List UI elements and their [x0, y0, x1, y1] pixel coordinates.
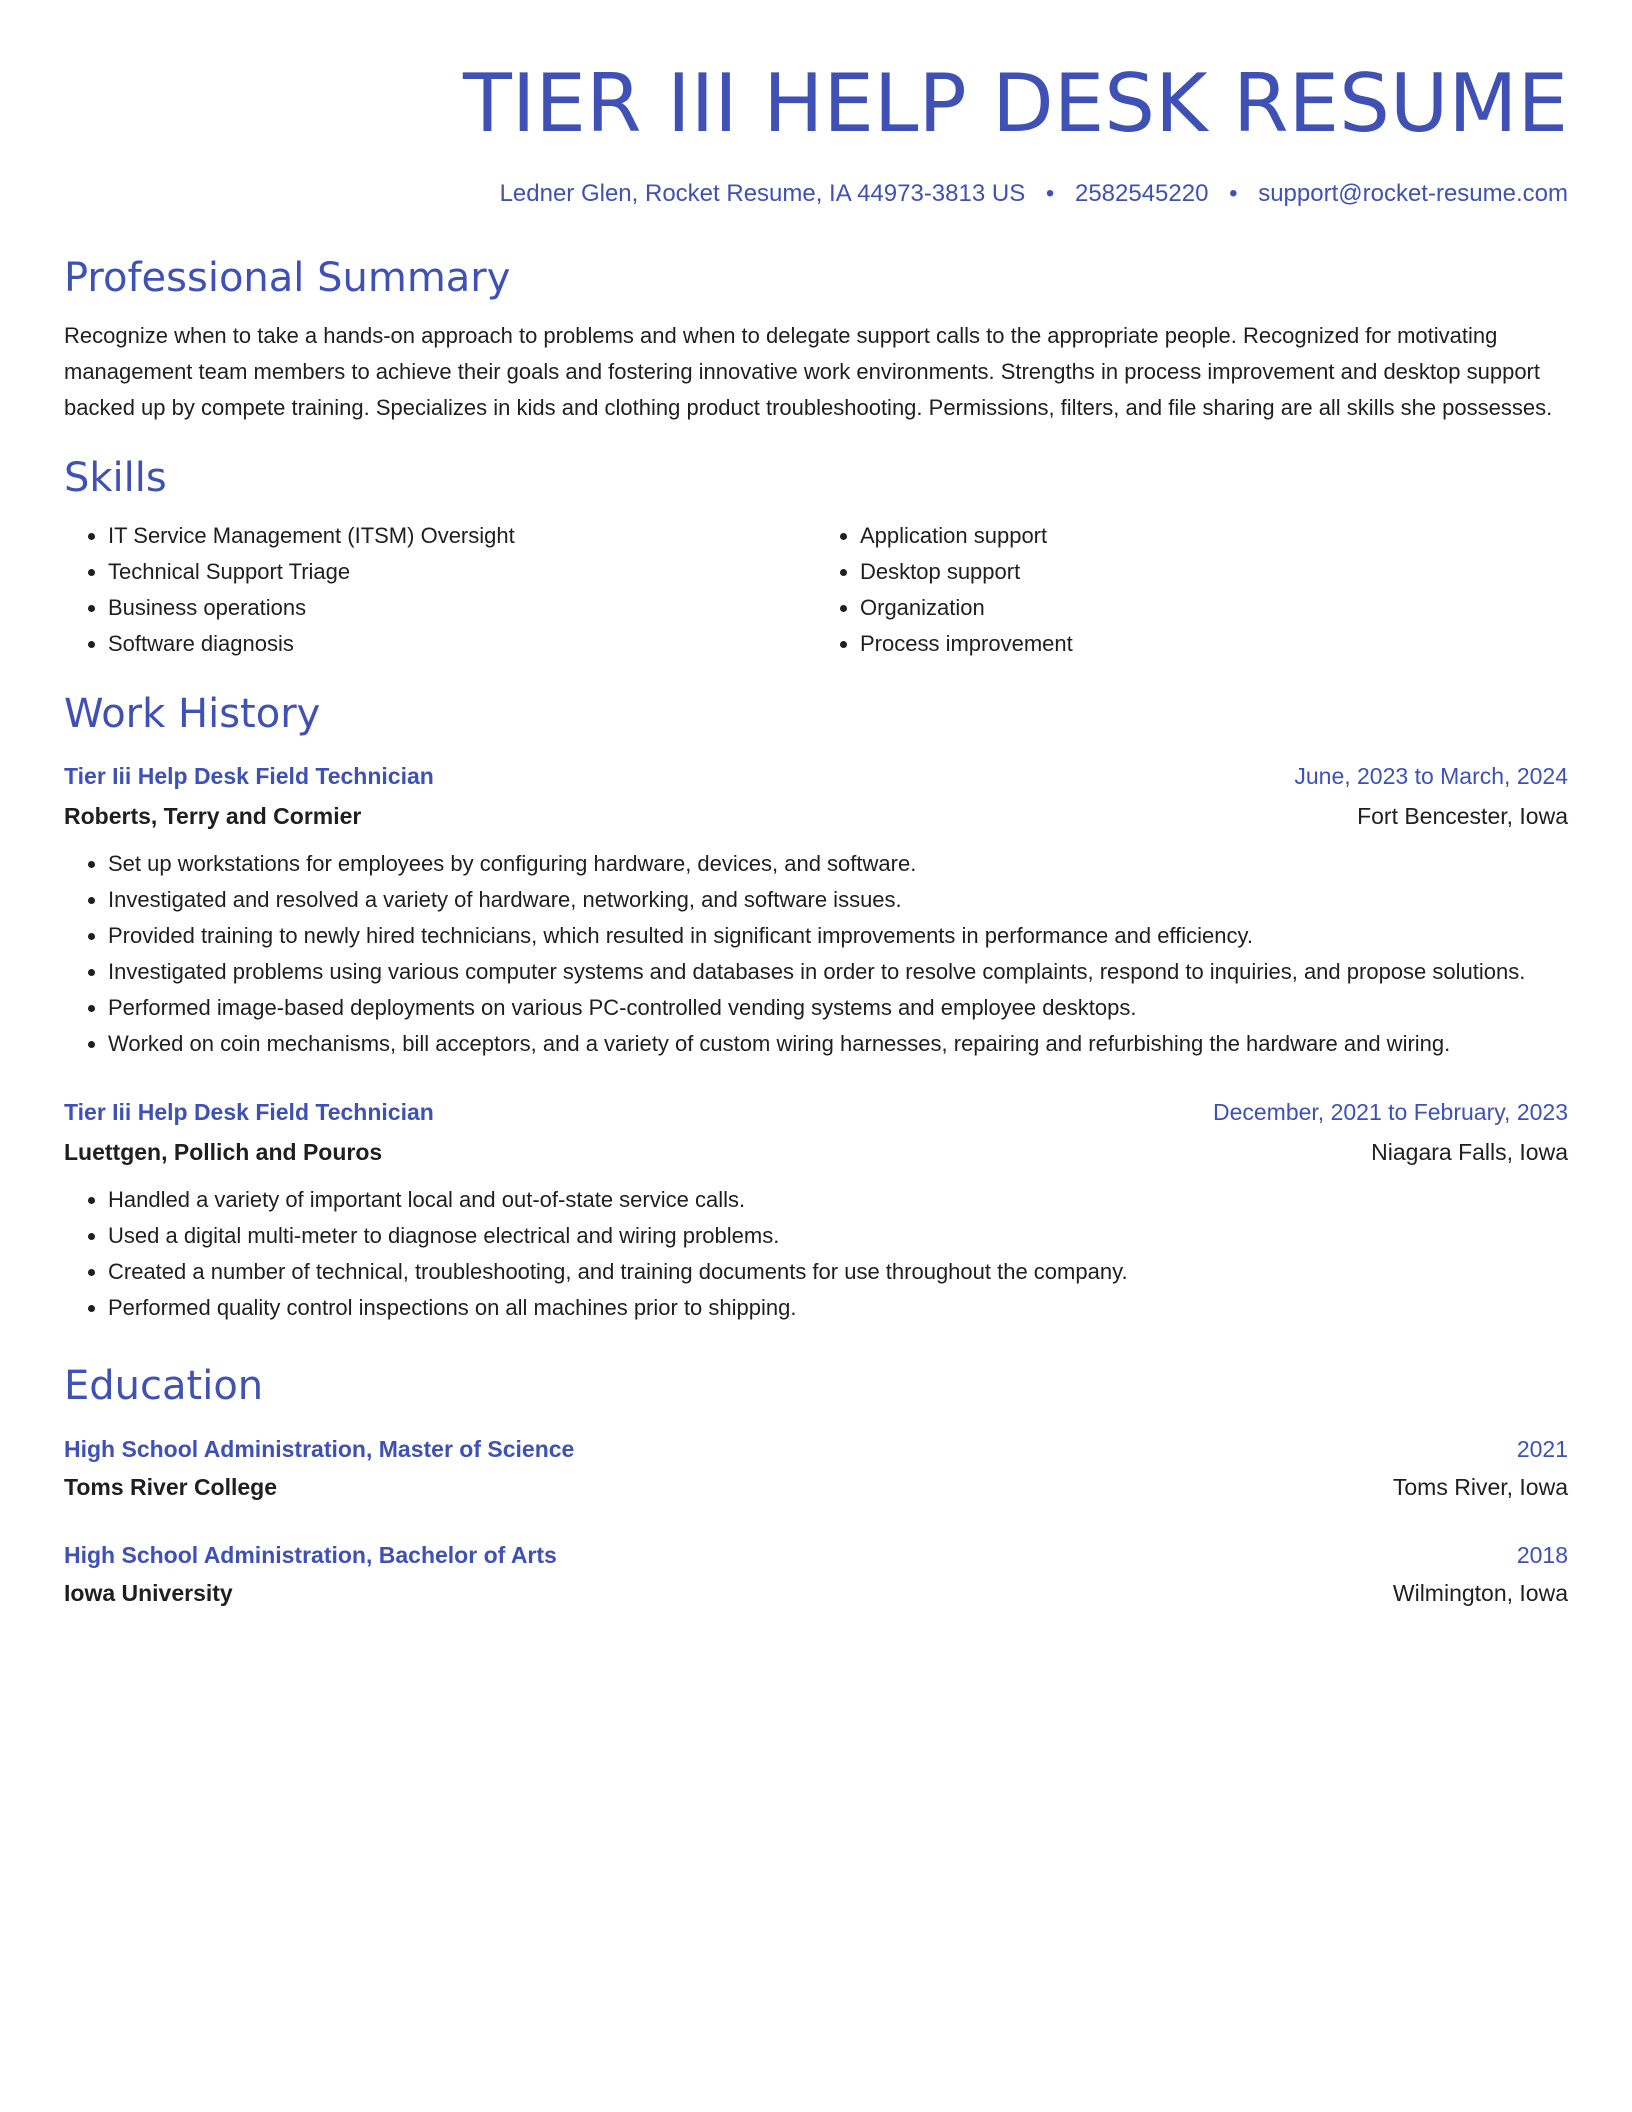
job-duty: • Handled a variety of important local and out-of-state service calls.: [108, 1182, 1568, 1218]
education-school-row: [64, 1574, 1568, 1612]
education-entry: [64, 1430, 1568, 1506]
work-history-heading: Work History: [64, 691, 321, 737]
skill-item: • Process improvement: [860, 626, 1568, 662]
contact-phone: 2582545220: [1074, 180, 1209, 207]
education-heading: Education: [64, 1363, 264, 1409]
job-duties: [64, 1182, 1568, 1326]
job-location: Fort Bencester, Iowa: [1357, 803, 1568, 829]
job-title: Tier Iii Help Desk Field Technician: [64, 763, 434, 789]
contact-separator: •: [1045, 180, 1055, 207]
education-location: Toms River, Iowa: [1392, 1474, 1568, 1500]
job-employer-row: [64, 796, 1568, 836]
skill-item: • Desktop support: [860, 554, 1568, 590]
job-duty: • Performed image-based deployments on various PC-controlled vending systems and employee desktops.: [108, 990, 1568, 1026]
education-degree: High School Administration, Master of Science: [64, 1436, 575, 1462]
skills-heading: Skills: [64, 455, 167, 501]
education-degree: High School Administration, Bachelor of Arts: [64, 1542, 557, 1568]
skill-item: • Software diagnosis: [108, 626, 816, 662]
job-entry: [64, 756, 1568, 1062]
contact-email: support@rocket-resume.com: [1258, 180, 1568, 207]
skills-column-right: [816, 518, 1568, 662]
summary-heading: Professional Summary: [64, 255, 511, 301]
job-duty: • Set up workstations for employees by configuring hardware, devices, and software.: [108, 846, 1568, 882]
education-degree-row: [64, 1430, 1568, 1468]
education-entry: [64, 1536, 1568, 1612]
job-location: Niagara Falls, Iowa: [1371, 1139, 1568, 1165]
job-duties: [64, 846, 1568, 1062]
summary-text: Recognize when to take a hands-on approach to problems and when to delegate support calls to the appropriate people. Recognized for motivating management team members to achieve their goals and fostering innovative work environments. Strengths in process improvement and desktop support backed up by compete training. Specializes in kids and clothing product troubleshooting. Permissions, filters, and file sharing are all skills she possesses.: [64, 323, 1553, 420]
skills-column-left: [64, 518, 816, 662]
job-title: Tier Iii Help Desk Field Technician: [64, 1099, 434, 1125]
job-duty: • Investigated problems using various computer systems and databases in order to resolve complaints, respond to inquiries, and propose solutions.: [108, 954, 1568, 990]
education-degree-row: [64, 1536, 1568, 1574]
job-duty: • Used a digital multi-meter to diagnose electrical and wiring problems.: [108, 1218, 1568, 1254]
job-title-row: [64, 1092, 1568, 1132]
resume-header: [64, 56, 1568, 210]
education-school: Toms River College: [64, 1474, 278, 1500]
job-duty: • Created a number of technical, troubleshooting, and training documents for use throughout the company.: [108, 1254, 1568, 1290]
contact-address: Ledner Glen, Rocket Resume, IA 44973-3813 US: [499, 180, 1026, 207]
job-dates: December, 2021 to February, 2023: [1212, 1099, 1568, 1125]
job-duty: • Worked on coin mechanisms, bill acceptors, and a variety of custom wiring harnesses, repairing and refurbishing the hardware and wiring.: [108, 1026, 1568, 1062]
education-school: Iowa University: [64, 1580, 233, 1606]
resume-name: TIER III HELP DESK RESUME: [462, 57, 1568, 150]
skill-item: • IT Service Management (ITSM) Oversight: [108, 518, 816, 554]
job-entry: [64, 1092, 1568, 1326]
job-duty: • Provided training to newly hired technicians, which resulted in significant improvements in performance and efficiency.: [108, 918, 1568, 954]
skills-list: [64, 518, 1568, 662]
skill-item: • Technical Support Triage: [108, 554, 816, 590]
job-duty: • Performed quality control inspections on all machines prior to shipping.: [108, 1290, 1568, 1326]
job-dates: June, 2023 to March, 2024: [1294, 763, 1568, 789]
education-school-row: [64, 1468, 1568, 1506]
contact-separator: •: [1229, 180, 1238, 207]
job-title-row: [64, 756, 1568, 796]
education-location: Wilmington, Iowa: [1392, 1580, 1568, 1606]
job-employer: Luettgen, Pollich and Pouros: [64, 1139, 383, 1165]
job-employer-row: [64, 1132, 1568, 1172]
education-year: 2018: [1516, 1542, 1568, 1568]
job-employer: Roberts, Terry and Cormier: [64, 803, 362, 829]
skill-item: • Application support: [860, 518, 1568, 554]
skill-item: • Organization: [860, 590, 1568, 626]
contact-line: [64, 178, 1568, 210]
education-year: 2021: [1516, 1436, 1568, 1462]
job-duty: • Investigated and resolved a variety of hardware, networking, and software issues.: [108, 882, 1568, 918]
skill-item: • Business operations: [108, 590, 816, 626]
